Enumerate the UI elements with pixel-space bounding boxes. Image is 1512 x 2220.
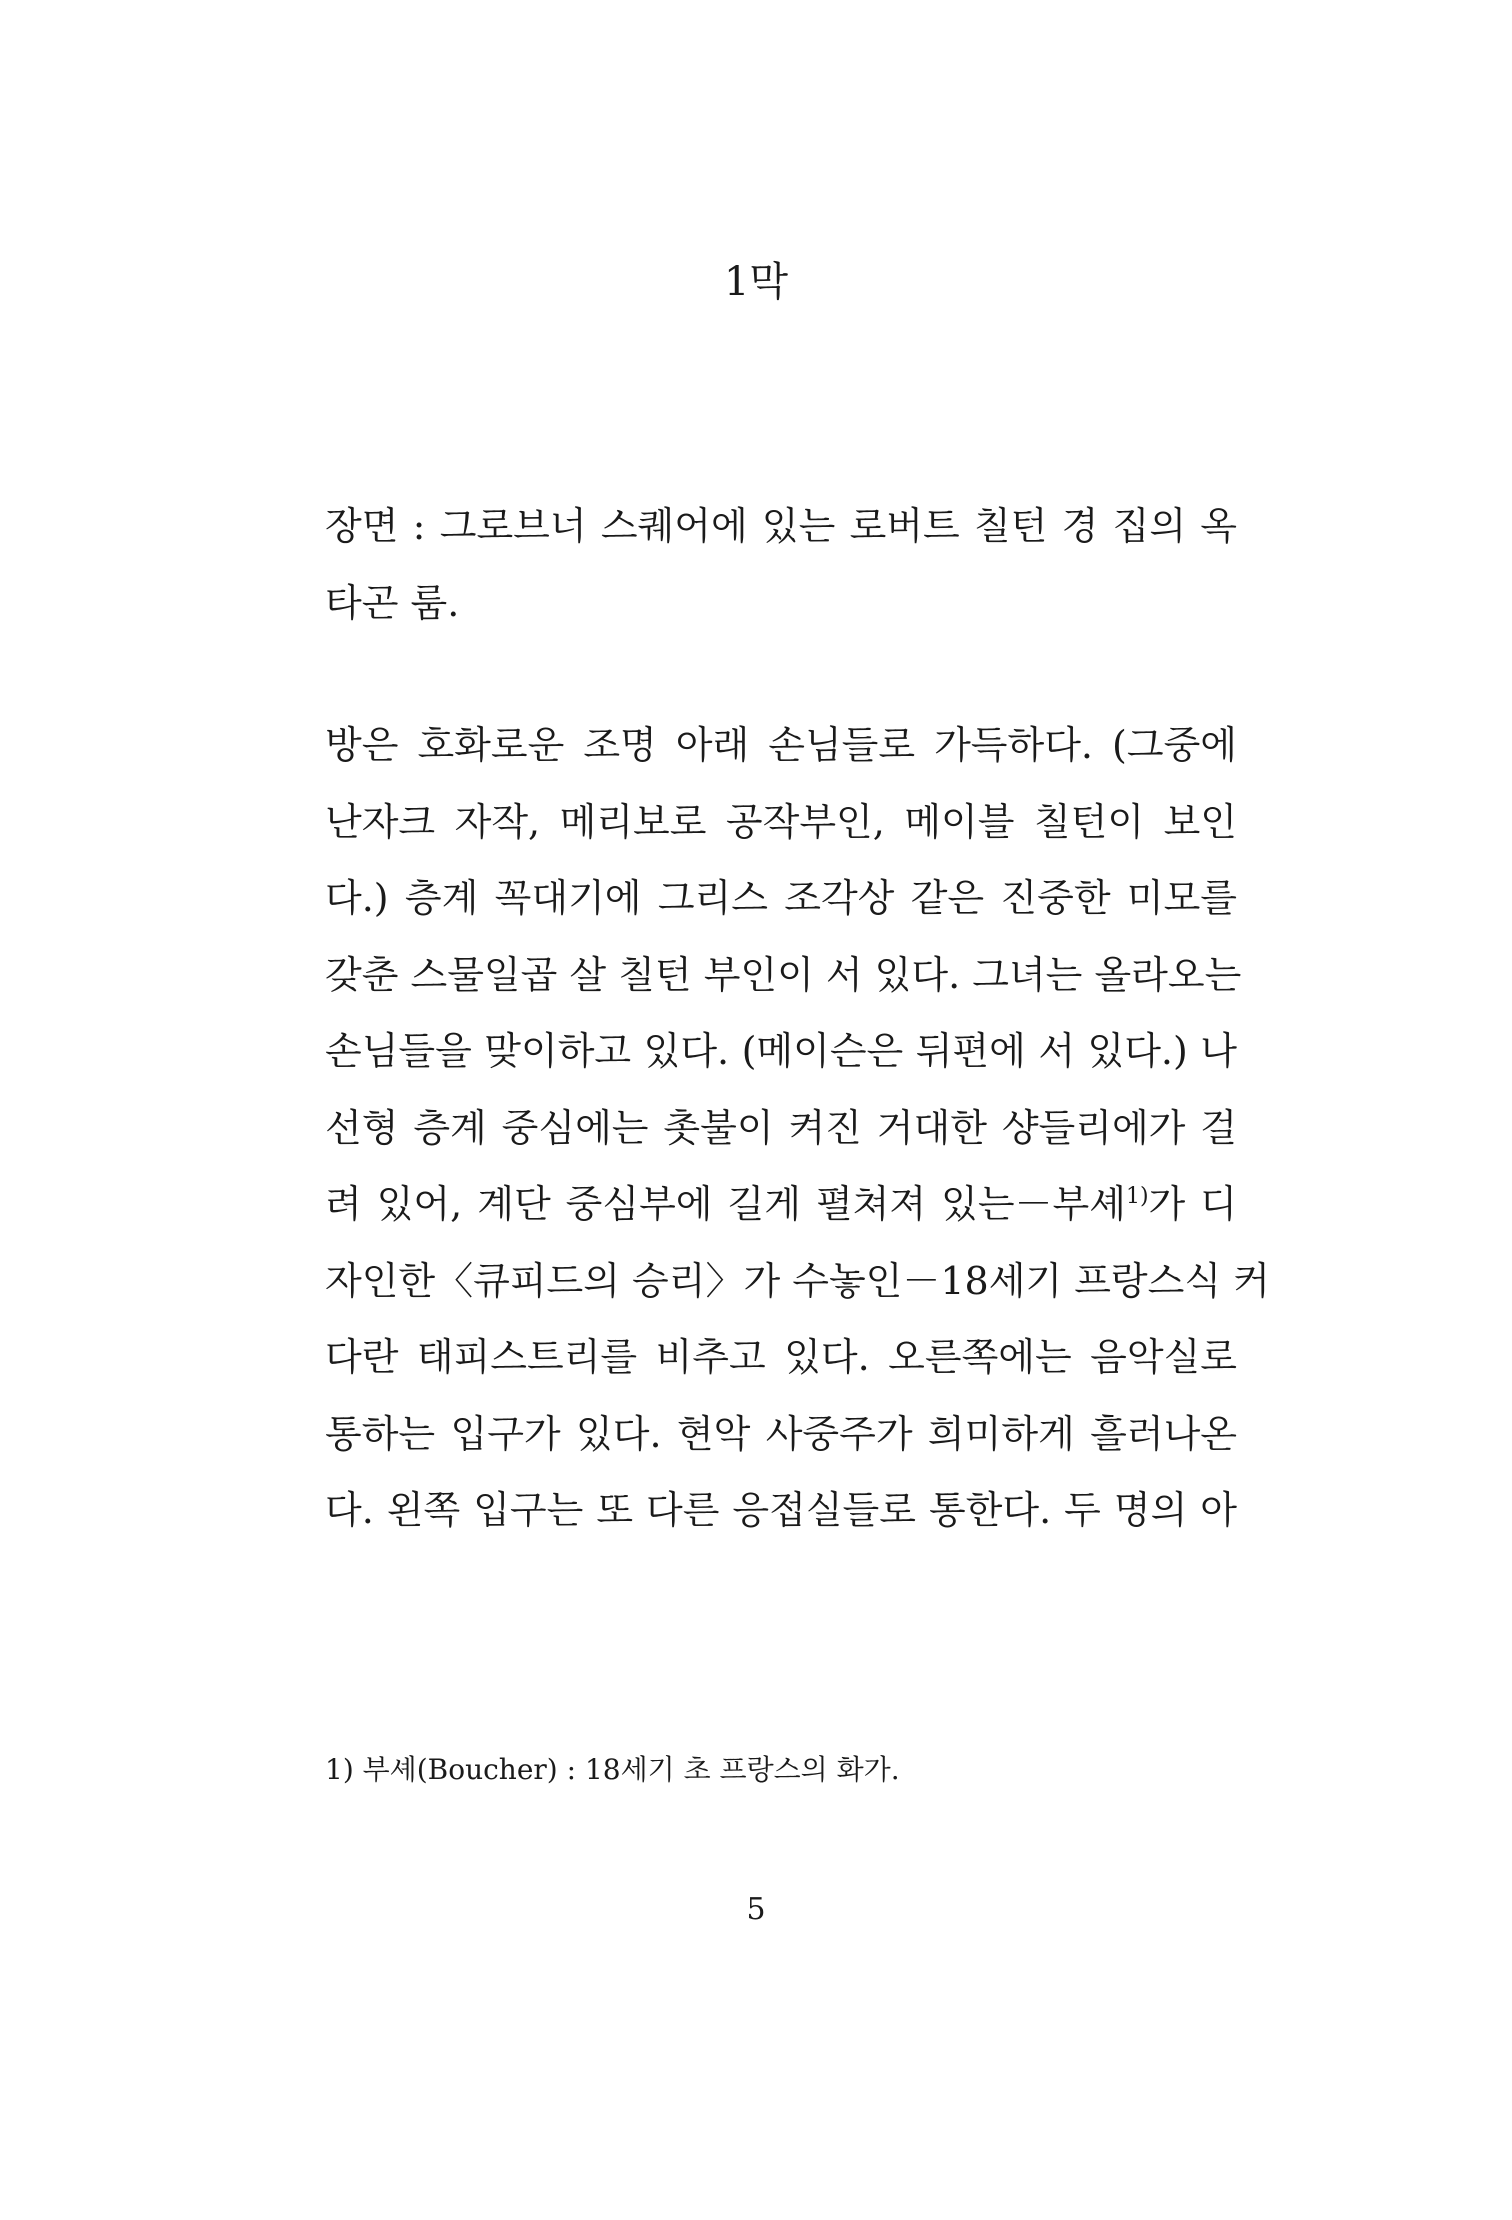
body-paragraph bbox=[325, 707, 1270, 1549]
footnote: 1) 부셰(Boucher) : 18세기 초 프랑스의 화가. bbox=[325, 1753, 900, 1786]
body-line: 선형 층계 중심에는 촛불이 켜진 거대한 샹들리에가 걸 bbox=[325, 1105, 1237, 1150]
page-number: 5 bbox=[746, 1892, 766, 1927]
body-line: 손님들을 맞이하고 있다. (메이슨은 뒤편에 서 있다.) 나 bbox=[325, 1029, 1237, 1073]
body-line-part: 가 디 bbox=[1148, 1182, 1237, 1226]
body-line-with-footnote bbox=[325, 1166, 1237, 1243]
body-line: 갖춘 스물일곱 살 칠턴 부인이 서 있다. 그녀는 올라오는 bbox=[325, 952, 1242, 997]
footnote-reference[interactable]: 1) bbox=[1125, 1184, 1149, 1209]
body-line: 다란 태피스트리를 비추고 있다. 오른쪽에는 음악실로 bbox=[325, 1335, 1237, 1379]
scene-description bbox=[325, 488, 1237, 641]
scene-line: 장면 : 그로브너 스퀘어에 있는 로버트 칠턴 경 집의 옥 bbox=[325, 504, 1237, 548]
scene-line: 타곤 룸. bbox=[325, 580, 460, 625]
body-line-part: 려 있어, 계단 중심부에 길게 펼쳐져 있는－부셰 bbox=[325, 1182, 1126, 1226]
body-line: 다.) 층계 꼭대기에 그리스 조각상 같은 진중한 미모를 bbox=[325, 876, 1237, 920]
body-line: 자인한〈큐피드의 승리〉가 수놓인－18세기 프랑스식 커 bbox=[325, 1258, 1270, 1303]
body-line: 다. 왼쪽 입구는 또 다른 응접실들로 통한다. 두 명의 아 bbox=[325, 1488, 1237, 1532]
body-line: 방은 호화로운 조명 아래 손님들로 가득하다. (그중에 bbox=[325, 723, 1237, 767]
act-title: 1막 bbox=[723, 259, 789, 305]
body-line: 난자크 자작, 메리보로 공작부인, 메이블 칠턴이 보인 bbox=[325, 799, 1237, 844]
body-line: 통하는 입구가 있다. 현악 사중주가 희미하게 흘러나온 bbox=[325, 1411, 1237, 1456]
